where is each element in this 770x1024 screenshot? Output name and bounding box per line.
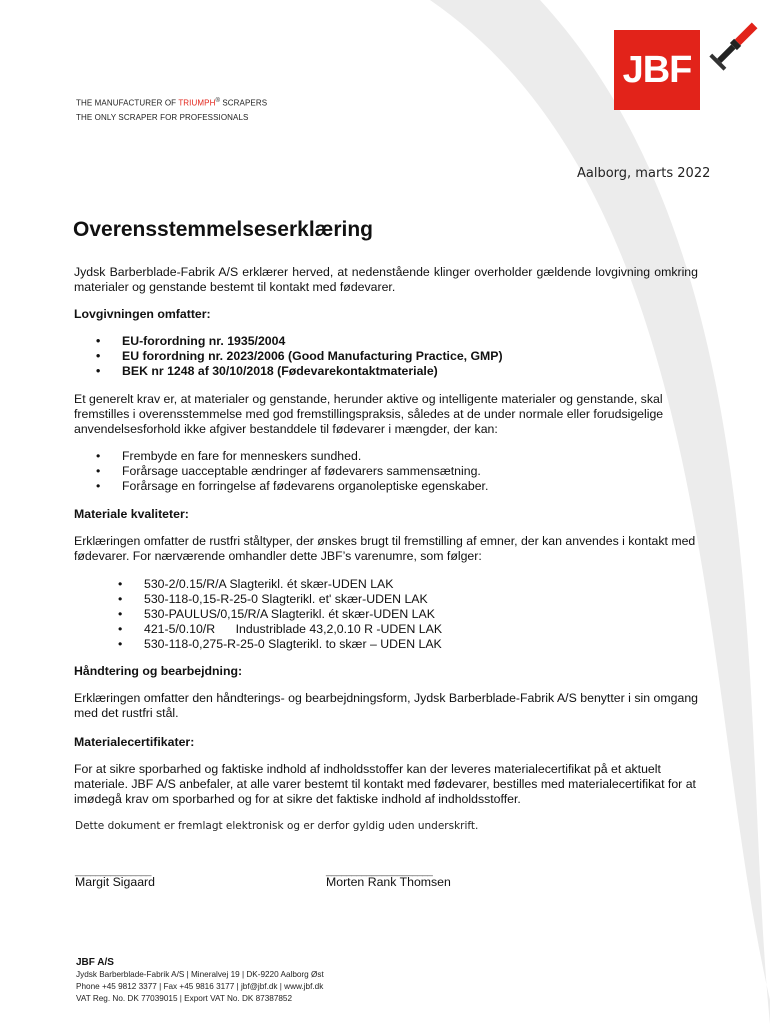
materials-list — [118, 577, 442, 652]
footer-address: Jydsk Barberblade-Fabrik A/S | Mineralvej 19 | DK-9220 Aalborg Øst — [76, 970, 324, 979]
tagline-manufacturer — [76, 98, 267, 108]
list-item: • Frembyde en fare for menneskers sundhed. — [96, 449, 362, 463]
tagline-suffix: SCRAPERS — [220, 98, 268, 108]
signature-line-2: _____________________ — [326, 866, 433, 877]
list-item: • 421-5/0.10/R Industriblade 43,2,0.10 R -UDEN LAK — [118, 622, 443, 636]
list-item: • EU forordning nr. 2023/2006 (Good Manufacturing Practice, GMP) — [96, 349, 503, 363]
signatory-name-2: Morten Rank Thomsen — [326, 875, 451, 889]
list-item: • EU-forordning nr. 1935/2004 — [96, 334, 286, 348]
certificates-heading: Materialecertifikater: — [74, 735, 195, 749]
list-item: • 530-118-0,15-R-25-0 Slagterikl. et' skær-UDEN LAK — [118, 592, 428, 606]
signatory-name-1: Margit Sigaard — [75, 875, 155, 889]
legislation-heading: Lovgivningen omfatter: — [74, 307, 211, 321]
document-date: Aalborg, marts 2022 — [577, 166, 711, 181]
materials-heading: Materiale kvaliteter: — [74, 507, 189, 521]
list-item: • Forårsage en forringelse af fødevarens organoleptiske egenskaber. — [96, 479, 489, 493]
company-logo — [614, 18, 762, 112]
materials-paragraph: Erklæringen omfatter de rustfri ståltyper, der ønskes brugt til fremstilling af emner, der kan anvendes i kontakt med fødevarer. For nærværende omhandler dette JBF’s varenumre, som følger: — [74, 534, 696, 563]
list-item: • Forårsage uacceptable ændringer af fødevarers sammensætning. — [96, 464, 481, 478]
scraper-icon — [702, 18, 762, 78]
general-paragraph: Et generelt krav er, at materialer og genstande, herunder aktive og intelligente materialer og genstande, skal fremstilles i overensstemmelse med god fremstillingspraksis, således at de under normale eller forudsigelige anvendelsesforhold ikke afgiver bestanddele til fødevarer i mængder, der kan: — [74, 392, 664, 436]
handling-heading: Håndtering og bearbejdning: — [74, 664, 243, 678]
footer-company: JBF A/S — [76, 957, 114, 968]
general-list — [96, 449, 488, 494]
footer-contact: Phone +45 9812 3377 | Fax +45 9816 3177 | jbf@jbf.dk | www.jbf.dk — [76, 982, 324, 991]
certificates-paragraph: For at sikre sporbarhed og faktiske indhold af indholdsstoffer kan der leveres materialecertifikat på et aktuelt materiale. JBF A/S anbefaler, at alle varer bestemt til kontakt med fødevarer, bestilles med materialecertifikat for at imødegå krav om sporbarhed og for at sikre det faktiske indhold af indholdsstoffer. — [74, 762, 696, 806]
list-item: • BEK nr 1248 af 30/10/2018 (Fødevarekontaktmateriale) — [96, 364, 438, 378]
tagline-professionals: THE ONLY SCRAPER FOR PROFESSIONALS — [76, 113, 249, 122]
logo-text: JBF — [622, 48, 692, 91]
electronic-note: Dette dokument er fremlagt elektronisk og er derfor gyldig uden underskrift. — [75, 820, 479, 832]
handling-paragraph: Erklæringen omfatter den håndterings- og bearbejdningsform, Jydsk Barberblade-Fabrik A/S benytter i sin omgang med det rustfri stål. — [74, 691, 698, 720]
list-item: • 530-118-0,275-R-25-0 Slagterikl. to skær – UDEN LAK — [118, 637, 442, 651]
footer-vat: VAT Reg. No. DK 77039015 | Export VAT No. DK 87387852 — [76, 994, 293, 1003]
document-title: Overensstemmelseserklæring — [73, 218, 373, 241]
registered-mark: ® — [215, 98, 220, 104]
list-item: • 530-2/0.15/R/A Slagterikl. ét skær-UDEN LAK — [118, 577, 394, 591]
tagline-prefix: THE MANUFACTURER OF — [76, 98, 179, 108]
intro-paragraph: Jydsk Barberblade-Fabrik A/S erklærer herved, at nedenstående klinger overholder gældende lovgivning omkring materialer og genstande bestemt til kontakt med fødevarer. — [74, 265, 698, 294]
signature-line-1: _______________ — [75, 866, 151, 877]
tagline-brand: TRIUMPH — [178, 98, 216, 108]
list-item: • 530-PAULUS/0,15/R/A Slagterikl. ét skær-UDEN LAK — [118, 607, 435, 621]
legislation-list — [96, 334, 503, 379]
